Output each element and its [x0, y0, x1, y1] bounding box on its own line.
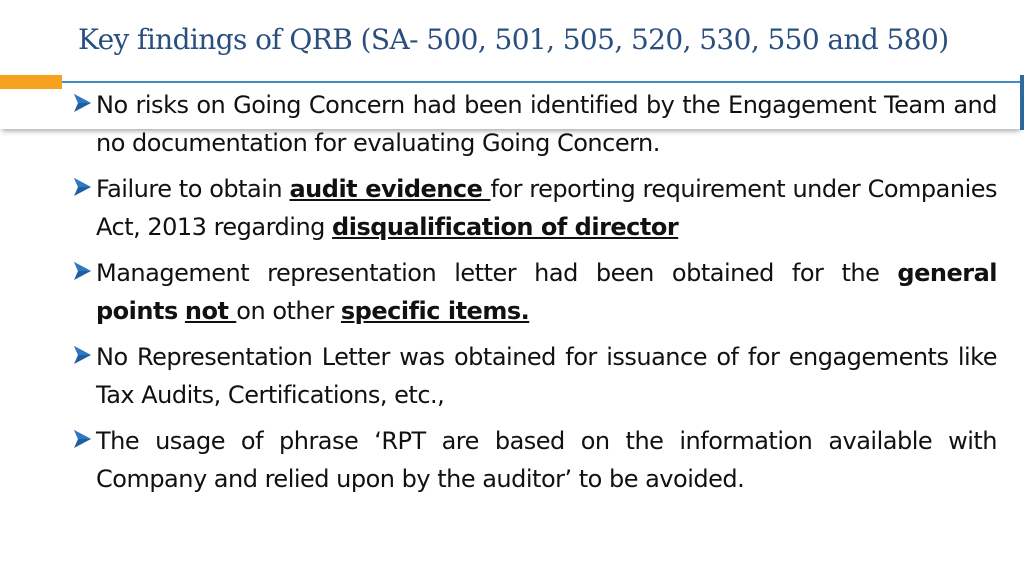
title-accent-orange-bar — [0, 75, 62, 89]
finding-2-text-a: Failure to obtain — [96, 175, 290, 203]
title-accent-blue-line — [62, 81, 1024, 83]
finding-3-text-a: Management representation letter had been obtained for the — [96, 259, 898, 287]
finding-2-emphasis-audit-evidence: audit evidence — [289, 175, 491, 203]
finding-2-emphasis-disqualification: disqualification of director — [332, 213, 679, 241]
finding-3-emphasis-not: not — [184, 297, 237, 325]
finding-2 — [72, 170, 997, 246]
slide-title: Key findings of QRB (SA- 500, 501, 505, 520, 530, 550 and 580) — [78, 23, 949, 56]
arrow-bullet-icon — [72, 338, 94, 376]
arrow-bullet-icon — [72, 422, 94, 460]
finding-2-text-b: for reporting requirement under Companies Act, 2013 regarding — [96, 175, 998, 241]
title-accent-right-bar — [1020, 75, 1024, 130]
findings-list — [72, 86, 997, 506]
finding-4 — [72, 338, 997, 414]
finding-3-text-b: on other — [236, 297, 341, 325]
finding-5-text: The usage of phrase ‘RPT are based on the information available with Company and relied upon by the auditor’ to be avoided. — [96, 427, 997, 493]
arrow-bullet-icon — [72, 86, 94, 124]
arrow-bullet-icon — [72, 170, 94, 208]
finding-1-text: No risks on Going Concern had been identified by the Engagement Team and no documentation for evaluating Going Concern. — [96, 91, 997, 157]
finding-4-text: No Representation Letter was obtained for issuance of for engagements like Tax Audits, Certifications, etc., — [96, 343, 997, 409]
finding-3-space — [178, 297, 185, 325]
arrow-bullet-icon — [72, 254, 94, 292]
finding-3-emphasis-general-points: general points — [96, 259, 997, 325]
finding-5 — [72, 422, 997, 498]
finding-3-emphasis-specific-items: specific items. — [340, 297, 530, 325]
finding-1 — [72, 86, 997, 162]
finding-3 — [72, 254, 997, 330]
